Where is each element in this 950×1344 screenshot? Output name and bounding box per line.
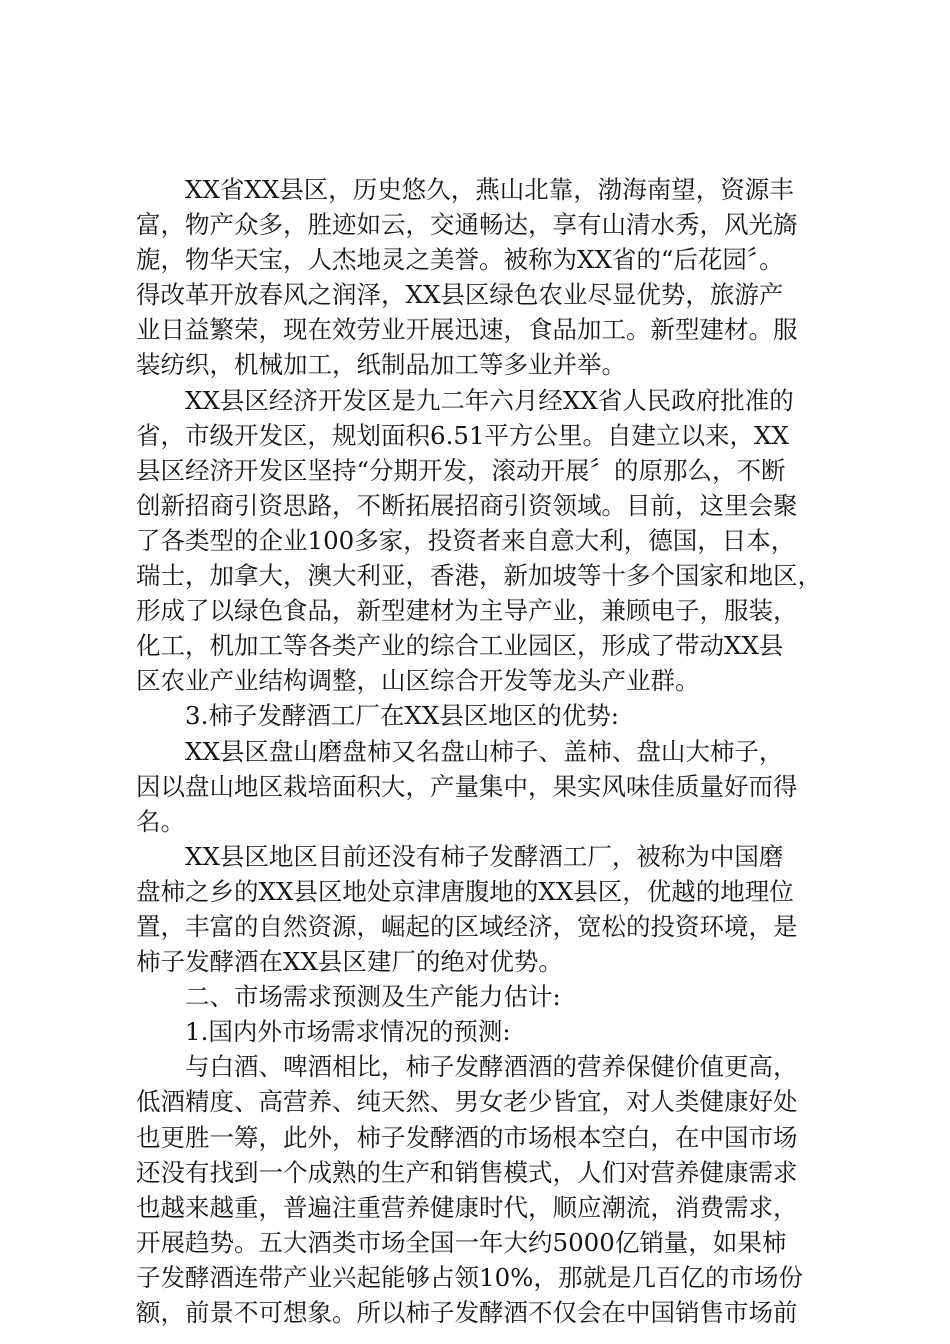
text-line: 装纺织，机械加工，纸制品加工等多业并举。 [136, 350, 626, 380]
body-text [136, 172, 836, 1330]
text-line: 富，物产众多，胜迹如云，交通畅达，享有山清水秀，风光旖 [136, 210, 798, 240]
text-line: 名。 [136, 806, 185, 836]
text-line: 二、市场需求预测及生产能力估计: [185, 982, 561, 1012]
text-line: 形成了以绿色食品，新型建材为主导产业，兼顾电子，服装， [136, 596, 798, 626]
text-line: 得改革开放春风之润泽，XX县区绿色农业尽显优势，旅游产 [136, 280, 784, 310]
text-line: 柿子发酵酒在XX县区建厂的绝对优势。 [136, 947, 563, 977]
text-line: 省，市级开发区，规划面积6.51平方公里。自建立以来，XX [136, 420, 789, 450]
text-line: 子发酵酒连带产业兴起能够占领10%，那就是几百亿的市场份 [136, 1262, 803, 1292]
text-line: 低酒精度、高营养、纯天然、男女老少皆宜，对人类健康好处 [136, 1087, 798, 1117]
text-line: 区农业产业结构调整，山区综合开发等龙头产业群。 [136, 666, 700, 696]
text-line: 盘柿之乡的XX县区地处京津唐腹地的XX县区，优越的地理位 [136, 876, 794, 906]
text-line: 创新招商引资思路，不断拓展招商引资领域。目前，这里会聚 [136, 490, 798, 520]
text-line: 3.柿子发酵酒工厂在XX县区地区的优势: [185, 701, 620, 731]
text-line: 也更胜一筹，此外，柿子发酵酒的市场根本空白，在中国市场 [136, 1122, 798, 1152]
text-line: XX县区经济开发区是九二年六月经XX省人民政府批准的 [185, 385, 794, 415]
text-line: 因以盘山地区栽培面积大，产量集中，果实风味佳质量好而得 [136, 771, 798, 801]
text-line: 旎，物华天宝，人杰地灵之美誉。被称为XX省的“后花园〞。 [136, 245, 784, 275]
text-line: XX省XX县区，历史悠久，燕山北靠，渤海南望，资源丰 [185, 175, 794, 204]
text-line: 县区经济开发区坚持“分期开发，滚动开展〞的原那么，不断 [136, 455, 786, 485]
text-line: 置，丰富的自然资源，崛起的区域经济，宽松的投资环境，是 [136, 911, 798, 941]
text-line: 开展趋势。五大酒类市场全国一年大约5000亿销量，如果柿 [136, 1227, 787, 1257]
text-line: 业日益繁荣，现在效劳业开展迅速，食品加工。新型建材。服 [136, 315, 798, 345]
text-line: 也越来越重，普遍注重营养健康时代，顺应潮流，消费需求， [136, 1192, 798, 1222]
text-line: 额，前景不可想象。所以柿子发酵酒不仅会在中国销售市场前 [136, 1298, 798, 1327]
text-line: XX县区盘山磨盘柿又名盘山柿子、盖柿、盘山大柿子， [185, 736, 784, 766]
text-line: 了各类型的企业100多家，投资者来自意大利，德国，日本， [136, 525, 796, 555]
text-line: XX县区地区目前还没有柿子发酵酒工厂，被称为中国磨 [185, 841, 784, 871]
text-line: 1.国内外市场需求情况的预测: [185, 1017, 511, 1047]
text-line: 还没有找到一个成熟的生产和销售模式，人们对营养健康需求 [136, 1157, 798, 1187]
text-line: 化工，机加工等各类产业的综合工业园区，形成了带动XX县 [136, 631, 784, 661]
text-line: 瑞士，加拿大，澳大利亚，香港，新加坡等十多个国家和地区， [136, 561, 822, 591]
text-line: 与白酒、啤酒相比，柿子发酵酒酒的营养保健价值更高， [185, 1052, 798, 1082]
